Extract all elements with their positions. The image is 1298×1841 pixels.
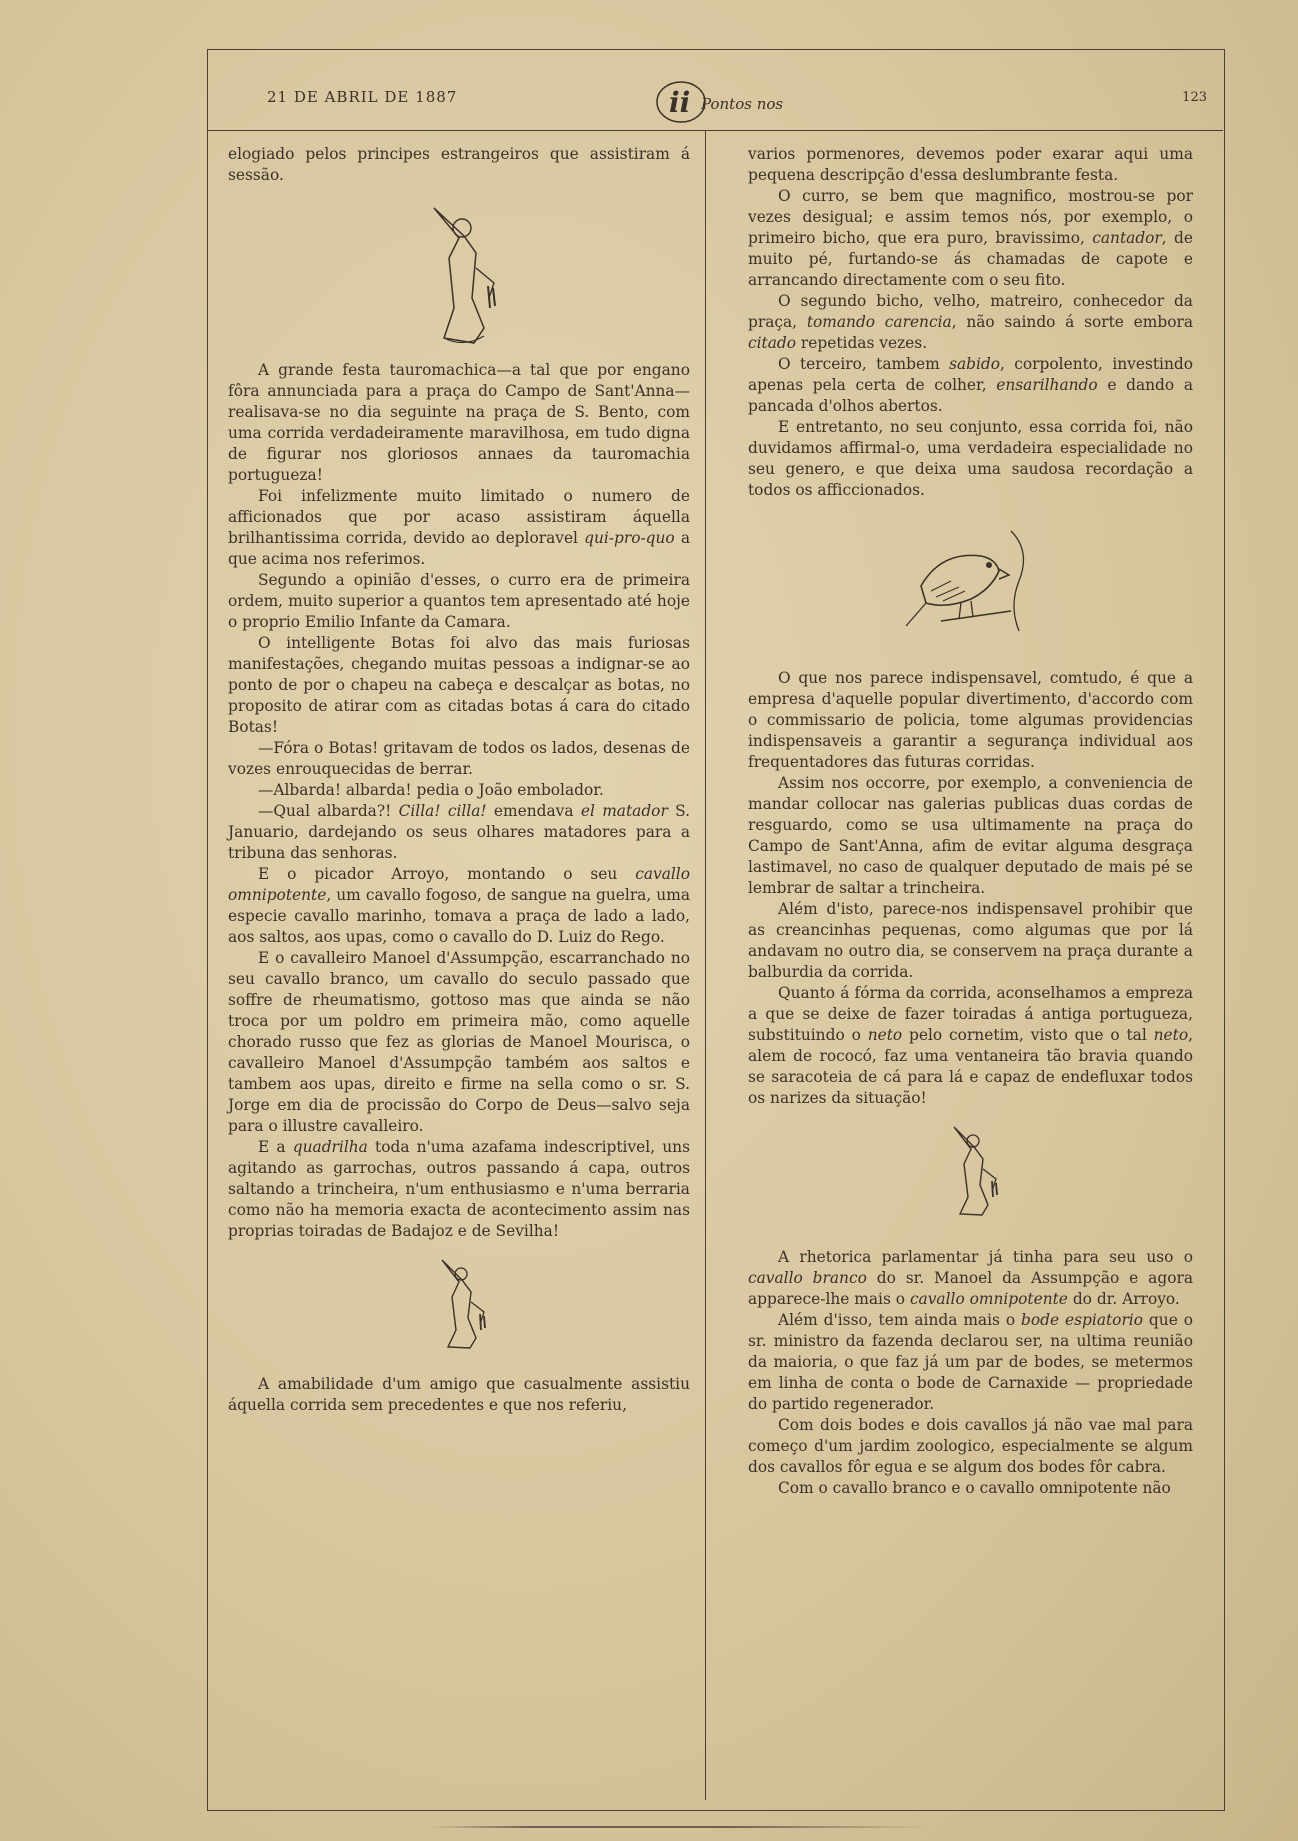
paragraph: [748, 1310, 1193, 1415]
paragraph: Com o cavallo branco e o cavallo omnipotente não: [778, 1479, 1171, 1497]
italic-text: cavallo omnipotente: [228, 865, 690, 904]
text-span: E a: [258, 1138, 293, 1156]
page-header: [207, 76, 1223, 131]
italic-text: tomando carencia: [806, 313, 952, 331]
italic-text: neto: [1153, 1026, 1189, 1044]
jester-figure-icon: [424, 1252, 494, 1352]
text-span: e dando a pancada d'olhos abertos.: [748, 376, 1193, 415]
right-column: [748, 144, 1193, 1499]
text-span: que o sr. ministro da fazenda declarou ser, na ultima reunião da maioria, o que faz já um par de bodes, se metermos em linha de conta o bode de Carnaxide — propriedade do partido regenerador.: [748, 1311, 1193, 1413]
italic-text: el matador: [580, 802, 668, 820]
text-span: S. Januario, dardejando os seus olhares matadores para a tribuna das senhoras.: [228, 802, 691, 862]
italic-text: cavallo branco: [748, 1269, 867, 1287]
italic-text: ensarilhando: [996, 376, 1098, 394]
text-span: toda n'uma azafama indescriptivel, uns agitando as garrochas, outros passando á capa, outros saltando a trincheira, n'um enthusiasmo e n'uma berraria como não ha memoria exacta de acontecimento assim nas proprias toiradas de Badajoz e de Sevilha!: [228, 1138, 690, 1240]
text-span: emendava: [486, 802, 581, 820]
text-span: pelo cornetim, visto que o tal: [902, 1026, 1154, 1044]
text-span: O segundo bicho, velho, matreiro, conhecedor da praça,: [748, 292, 1193, 331]
issue-date: 21 DE ABRIL DE 1887: [267, 88, 458, 106]
paragraph: Com dois bodes e dois cavallos já não vae mal para começo d'um jardim zoologico, especialmente se algum dos cavallos fôr egua e se algum dos bodes fôr cabra.: [748, 1416, 1193, 1476]
paragraph: O intelligente Botas foi alvo das mais furiosas manifestações, chegando muitas pessoas a indignar-se ao ponto de por o chapeu na cabeça e descalçar as botas, no proposito de atirar com as citadas botas á cara do citado Botas!: [228, 634, 690, 736]
paragraph: [228, 486, 690, 570]
paragraph: E o cavalleiro Manoel d'Assumpção, escarranchado no seu cavallo branco, um cavallo do seculo passado que soffre de rheumatismo, gottoso mas que ainda se não troca por um poldro em primeira mão, como aquelle chorado russo que fez as glorias de Manoel Mourisca, o cavalleiro Manoel d'Assumpção também aos saltos e tambem aos upas, direito e firme na sella como o sr. S. Jorge em dia de procissão do Corpo de Deus—salvo seja para o illustre cavalleiro.: [228, 949, 690, 1135]
text-span: , alem de rococó, faz uma ventaneira tão bravia quando se saracoteia de cá para lá e capaz de endefluxar todos os narizes da situação!: [748, 1026, 1193, 1107]
text-span: do dr. Arroyo.: [1067, 1290, 1180, 1308]
paragraph: [748, 983, 1193, 1109]
paragraph: O que nos parece indispensavel, comtudo, é que a empresa d'aquelle popular divertimento, d'accordo com o commissario de policia, tome algumas providencias indispensaveis a garantir a segurança individual aos frequentadores das futuras corridas.: [748, 669, 1193, 771]
text-span: Quanto á fórma da corrida, aconselhamos a empreza a que se deixe de fazer toiradas á antiga portugueza, substituindo o: [748, 984, 1193, 1044]
paragraph: [228, 801, 690, 864]
paragraph: [228, 864, 690, 948]
italic-text: qui-pro-quo: [584, 529, 675, 547]
text-span: do sr. Manoel da Assumpção e agora apparece-lhe mais o: [748, 1269, 1193, 1308]
italic-text: citado: [748, 334, 797, 352]
paragraph: —Albarda! albarda! pedia o João embolador.: [258, 781, 604, 799]
text-span: , não saindo á sorte embora: [951, 313, 1193, 331]
text-span: O terceiro, tambem: [778, 355, 950, 373]
bottom-rule: [430, 1826, 930, 1828]
paragraph: A amabilidade d'um amigo que casualmente assistiu áquella corrida sem precedentes e que nos referiu,: [228, 1375, 690, 1414]
text-span: A rhetorica parlamentar já tinha para seu uso o: [778, 1248, 1193, 1266]
text-span: Foi infelizmente muito limitado o numero de afficionados que por acaso assistiram áquella brilhantissima corrida, devido ao deploravel: [228, 487, 690, 547]
italic-text: Cilla! cilla!: [398, 802, 487, 820]
italic-text: quadrilha: [292, 1138, 368, 1156]
text-span: , um cavallo fogoso, de sangue na guelra, uma especie cavallo marinho, tomava a praça de lado a lado, aos saltos, aos upas, como o cavallo do D. Luiz do Rego.: [228, 886, 690, 946]
jester-figure-icon: [936, 1119, 1006, 1219]
paragraph: [228, 1137, 690, 1242]
text-span: —Qual albarda?!: [258, 802, 399, 820]
italic-text: bode espiatorio: [1021, 1311, 1143, 1329]
text-span: repetidas vezes.: [796, 334, 928, 352]
text-span: Além d'isso, tem ainda mais o: [778, 1311, 1022, 1329]
text-span: , corpolento, investindo apenas pela certa de colher,: [748, 355, 1193, 394]
svg-text:Pontos nos: Pontos nos: [701, 95, 784, 113]
paragraph: Segundo a opinião d'esses, o curro era de primeira ordem, muito superior a quantos tem apresentado até hoje o proprio Emilio Infante da Camara.: [228, 571, 690, 631]
column-divider: [705, 130, 706, 1800]
svg-text:ii: ii: [669, 86, 691, 119]
italic-text: cantador: [1092, 229, 1162, 247]
masthead-logo: [647, 76, 787, 126]
paragraph: [748, 186, 1193, 291]
left-column: [228, 144, 690, 1416]
paragraph: [748, 1247, 1193, 1310]
paragraph: [748, 291, 1193, 354]
italic-text: sabido: [949, 355, 1001, 373]
masthead-icon: [647, 76, 787, 126]
paragraph: —Fóra o Botas! gritavam de todos os lados, desenas de vozes enrouquecidas de berrar.: [228, 739, 690, 778]
parrot-figure-icon: [901, 511, 1041, 646]
italic-text: neto: [867, 1026, 903, 1044]
paragraph: [748, 354, 1193, 417]
paragraph: Além d'isto, parece-nos indispensavel prohibir que as creancinhas pequenas, como algumas que por lá andavam no outro dia, se conservem na praça durante a balburdia da corrida.: [748, 900, 1193, 981]
paragraph: A grande festa tauromachica—a tal que por engano fôra annunciada para a praça do Campo de Sant'Anna—realisava-se no dia seguinte na praça de S. Bento, com uma corrida verdadeiramente maravilhosa, em tudo digna de figurar nos gloriosos annaes da tauromachia portugueza!: [228, 361, 690, 484]
page-number: 123: [1182, 90, 1207, 105]
text-span: O curro, se bem que magnifico, mostrou-se por vezes desigual; e assim temos nós, por exemplo, o primeiro bicho, que era puro, bravissimo,: [748, 187, 1193, 247]
paragraph: varios pormenores, devemos poder exarar aqui uma pequena descripção d'essa deslumbrante festa.: [748, 145, 1193, 184]
paragraph: elogiado pelos principes estrangeiros que assistiram á sessão.: [228, 145, 690, 184]
paragraph: E entretanto, no seu conjunto, essa corrida foi, não duvidamos affirmal-o, uma verdadeira especialidade no seu genero, e que deixa uma saudosa recordação a todos os afficcionados.: [748, 418, 1193, 499]
paragraph: Assim nos occorre, por exemplo, a conveniencia de mandar collocar nas galerias publicas duas cordas de resguardo, como se usa ultimamente na praça do Campo de Sant'Anna, afim de evitar alguma desgraça lastimavel, no caso de qualquer deputado de mais pé se lembrar de saltar a trincheira.: [748, 774, 1193, 897]
text-span: E o picador Arroyo, montando o seu: [258, 865, 636, 883]
text-span: , de muito pé, furtando-se ás chamadas de capote e arrancando directamente com o seu fito.: [748, 229, 1194, 289]
text-span: a que acima nos referimos.: [228, 529, 691, 568]
jester-figure-icon: [414, 198, 504, 348]
italic-text: cavallo omnipotente: [909, 1290, 1068, 1308]
